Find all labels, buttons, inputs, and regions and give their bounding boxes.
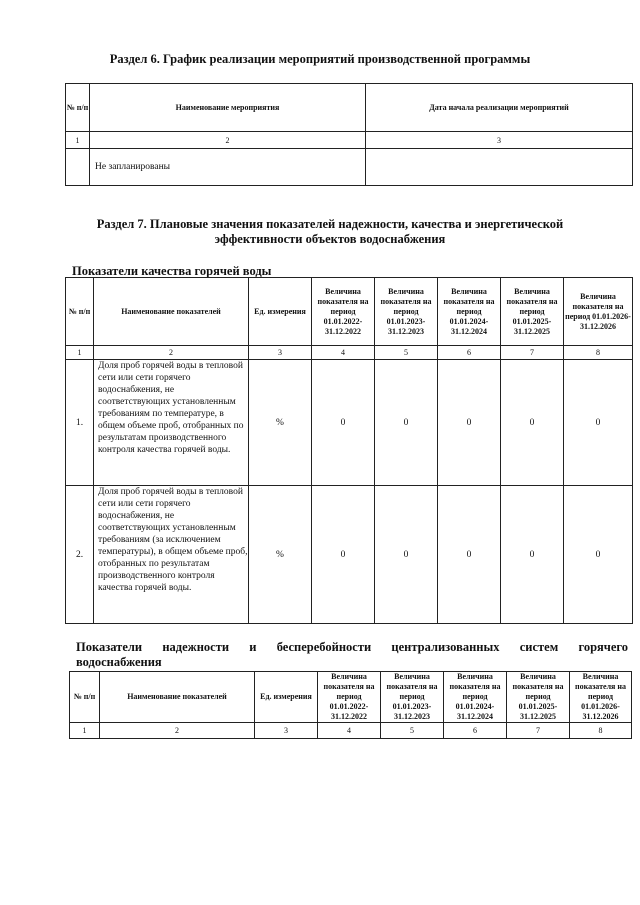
reliability-table [69,671,632,739]
q-colnum: 8 [564,346,633,360]
q-row1-num: 1. [66,360,94,486]
q-row1-value: 0 [501,360,564,486]
q-colnum: 3 [249,346,312,360]
s6-row-name: Не запланированы [90,149,366,186]
q-row2-value: 0 [501,486,564,624]
section7-title [60,217,600,247]
q-colnum: 7 [501,346,564,360]
s6-colnum-3: 3 [366,132,633,149]
r-colnum: 6 [444,723,507,739]
q-row2-name: Доля проб горячей воды в тепловой сети или сети горячего водоснабжения, не соответствующих установленным требованиям (за исключением температуры), в общем объеме проб, отобранных по результатам производственного контроля качества горячей воды. [94,486,249,624]
q-header-2022: Величина показателя на период 01.01.2022-31.12.2022 [312,278,375,346]
q-row1-value: 0 [375,360,438,486]
s6-header-name: Наименование мероприятия [90,84,366,132]
q-row2-unit: % [249,486,312,624]
r-header-name: Наименование показателей [100,672,255,723]
r-colnum: 3 [255,723,318,739]
r-header-num: № п/п [70,672,100,723]
s6-header-date: Дата начала реализации мероприятий [366,84,633,132]
r-colnum: 8 [570,723,632,739]
section7-title-line1: Раздел 7. Плановые значения показателей надежности, качества и энергетической [96,217,564,231]
s6-colnum-2: 2 [90,132,366,149]
section7-title-line2: эффективности объектов водоснабжения [214,232,446,246]
q-row1-value: 0 [312,360,375,486]
r-header-2022: Величина показателя на период 01.01.2022-31.12.2022 [318,672,381,723]
reliability-title-line1: Показатели надежности и бесперебойности централизованных систем горячего [76,640,628,654]
r-header-unit: Ед. измерения [255,672,318,723]
q-row1-value: 0 [564,360,633,486]
quality-title: Показатели качества горячей воды [72,264,272,278]
q-header-2025: Величина показателя на период 01.01.2025-31.12.2025 [501,278,564,346]
r-header-2025: Величина показателя на период 01.01.2025-31.12.2025 [507,672,570,723]
r-header-2026: Величина показателя на период 01.01.2026-31.12.2026 [570,672,632,723]
s6-colnum-1: 1 [66,132,90,149]
q-row1-unit: % [249,360,312,486]
q-row1-value: 0 [438,360,501,486]
q-header-num: № п/п [66,278,94,346]
r-colnum: 1 [70,723,100,739]
r-colnum: 2 [100,723,255,739]
r-header-2023: Величина показателя на период 01.01.2023-31.12.2023 [381,672,444,723]
q-row2-num: 2. [66,486,94,624]
quality-table [65,277,633,624]
q-colnum: 1 [66,346,94,360]
q-colnum: 6 [438,346,501,360]
q-row2-value: 0 [312,486,375,624]
q-colnum: 2 [94,346,249,360]
r-colnum: 4 [318,723,381,739]
reliability-title-line2: водоснабжения [76,655,162,669]
q-row1-name: Доля проб горячей воды в тепловой сети или сети горячего водоснабжения, не соответствующих установленным требованиям по температуре, в общем объеме проб, отобранных по результатам производственного контроля качества горячей воды. [94,360,249,486]
section6-title: Раздел 6. График реализации мероприятий производственной программы [109,52,531,66]
q-header-name: Наименование показателей [94,278,249,346]
q-header-unit: Ед. измерения [249,278,312,346]
q-colnum: 4 [312,346,375,360]
q-header-2026: Величина показателя на период 01.01.2026-31.12.2026 [564,278,633,346]
table-row [66,360,633,486]
q-row2-value: 0 [564,486,633,624]
section6-table [65,83,633,186]
s6-header-num: № п/п [66,84,90,132]
q-colnum: 5 [375,346,438,360]
q-row2-value: 0 [375,486,438,624]
r-colnum: 5 [381,723,444,739]
q-header-2023: Величина показателя на период 01.01.2023-31.12.2023 [375,278,438,346]
r-colnum: 7 [507,723,570,739]
r-header-2024: Величина показателя на период 01.01.2024-31.12.2024 [444,672,507,723]
s6-row-date [366,149,633,186]
table-row [66,486,633,624]
q-header-2024: Величина показателя на период 01.01.2024-31.12.2024 [438,278,501,346]
q-row2-value: 0 [438,486,501,624]
s6-row-num [66,149,90,186]
